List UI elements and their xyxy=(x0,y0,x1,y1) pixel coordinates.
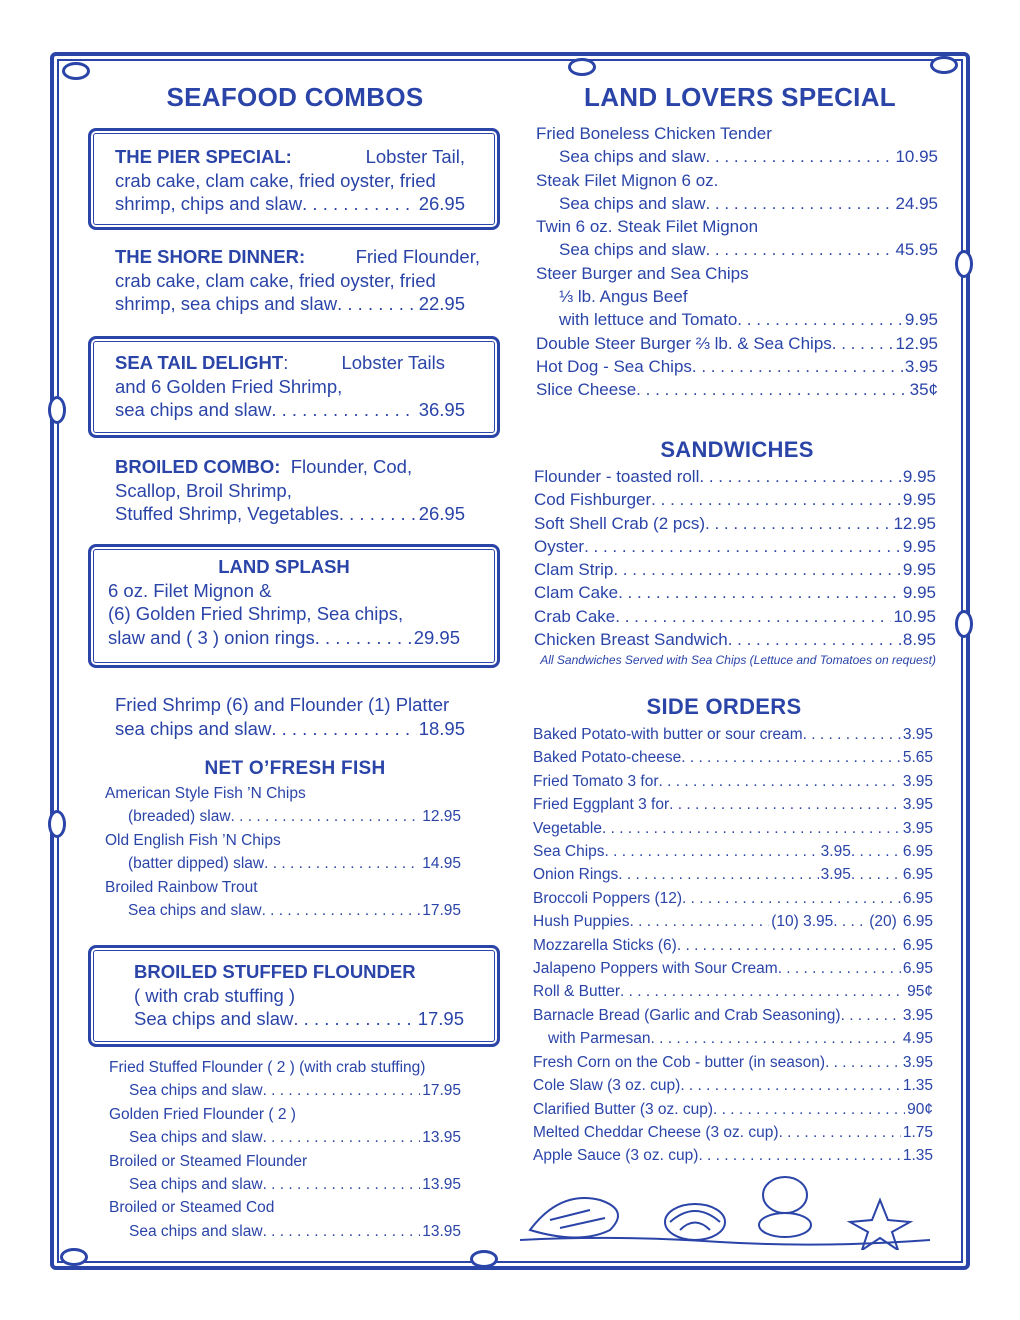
menu-item-name: Flounder - toasted roll xyxy=(534,467,700,486)
broiled-combo-price: 26.95 xyxy=(418,503,465,524)
stuffed-flounder xyxy=(134,960,464,1031)
menu-item-price: 95¢ xyxy=(907,983,933,1001)
broiled-combo-desc: Stuffed Shrimp, Vegetables xyxy=(115,503,339,524)
menu-item-name: Twin 6 oz. Steak Filet Mignon xyxy=(536,217,759,237)
menu-item-price: 3.95 xyxy=(820,866,851,884)
menu-item-price: 35¢ xyxy=(909,380,938,400)
scallop-shell-icon xyxy=(763,1177,807,1213)
land-splash xyxy=(108,555,460,649)
platter-price: 18.95 xyxy=(418,717,465,739)
menu-item-name: Broiled or Steamed Cod xyxy=(109,1199,275,1217)
menu-item-price: 9.95 xyxy=(902,583,936,603)
pier-special-name: THE PIER SPECIAL: xyxy=(115,146,292,167)
menu-item-price: 6.95 xyxy=(902,936,933,954)
menu-item-price: 9.95 xyxy=(904,310,938,330)
menu-item-price: 17.95 xyxy=(422,1082,461,1100)
menu-item-price: 3.95 xyxy=(902,726,933,743)
menu-item-name: Slice Cheese xyxy=(536,380,637,400)
menu-item-price: 6.95 xyxy=(902,889,933,907)
broiled-combo xyxy=(115,455,465,526)
menu-item-price: 13.95 xyxy=(422,1176,461,1194)
menu-item-name: Fried Stuffed Flounder ( 2 ) (with crab stuffing) xyxy=(109,1059,426,1076)
menu-item-price: 6.95 xyxy=(902,843,933,861)
seafood-combos-title: SEAFOOD COMBOS xyxy=(166,82,424,112)
land-splash-desc: 6 oz. Filet Mignon & xyxy=(108,579,272,601)
platter-desc: Fried Shrimp (6) and Flounder (1) Platter xyxy=(115,694,450,715)
menu-item-name: Onion Rings xyxy=(533,866,619,884)
menu-item-sub: Sea chips and slaw xyxy=(128,902,262,920)
menu-item-price: 17.95 xyxy=(422,902,461,920)
menu-item-price: 6.95 xyxy=(902,866,933,884)
flounder-list xyxy=(109,1056,461,1243)
menu-item-name: Mozzarella Sticks (6) xyxy=(533,936,677,954)
menu-item-name: Crab Cake xyxy=(534,606,616,626)
menu-item-price: 6.95 xyxy=(902,960,933,978)
rope-knot xyxy=(60,1248,88,1266)
menu-item-price: 9.95 xyxy=(902,560,936,580)
menu-item-price: (10) 3.95 xyxy=(771,913,834,931)
shore-dinner-name: THE SHORE DINNER: xyxy=(115,246,306,267)
menu-item-name: with Parmesan xyxy=(548,1030,651,1048)
menu-item-sub: Sea chips and slaw xyxy=(129,1222,263,1240)
menu-item-price: 8.95 xyxy=(902,630,936,650)
menu-item-price: 13.95 xyxy=(422,1129,461,1147)
menu-item-price: 3.95 xyxy=(902,772,933,790)
menu-item-name: Steer Burger and Sea Chips xyxy=(536,263,749,283)
pier-desc: crab cake, clam cake, fried oyster, fried xyxy=(115,169,436,191)
pier-special xyxy=(115,145,465,216)
menu-item-price: 1.35 xyxy=(902,1147,933,1165)
menu-item-name: Fried Tomato 3 for xyxy=(533,772,659,790)
sandwiches-note: All Sandwiches Served with Sea Chips (Lettuce and Tomatoes on request) xyxy=(540,653,936,668)
rope-knot xyxy=(470,1250,498,1268)
menu-item-name: Sea Chips xyxy=(533,843,605,861)
menu-item-price: 9.95 xyxy=(902,536,936,556)
menu-item-price: 1.75 xyxy=(902,1123,933,1141)
menu-item-name: Baked Potato-with butter or sour cream xyxy=(533,726,803,743)
pier-desc: shrimp, chips and slaw xyxy=(115,193,303,214)
menu-item-name: Fresh Corn on the Cob - butter (in season) xyxy=(533,1053,826,1071)
menu-item-name: Fried Eggplant 3 for xyxy=(533,796,670,814)
net-fresh-title: NET O’FRESH FISH xyxy=(204,758,386,779)
rope-knot xyxy=(62,62,90,80)
rope-knot xyxy=(48,396,66,424)
menu-item-price: 12.95 xyxy=(893,513,936,533)
menu-item-sub: ⅓ lb. Angus Beef xyxy=(559,287,688,307)
sea-tail-price: 36.95 xyxy=(418,399,465,420)
menu-item-name: Soft Shell Crab (2 pcs) xyxy=(534,513,706,533)
menu-item-name: Golden Fried Flounder ( 2 ) xyxy=(109,1105,296,1123)
menu-item-name: Clam Cake xyxy=(534,583,619,603)
pier-desc: Lobster Tail, xyxy=(365,146,465,167)
sea-tail-desc: Lobster Tails xyxy=(341,352,445,373)
menu-item-name: Cole Slaw (3 oz. cup) xyxy=(533,1077,681,1095)
menu-item-name: Broiled Rainbow Trout xyxy=(105,878,258,896)
menu-item-name: Clam Strip xyxy=(534,560,614,580)
menu-item-price: 6.95 xyxy=(902,913,933,931)
net-fresh-list xyxy=(105,782,461,922)
menu-item-sub: Sea chips and slaw xyxy=(129,1129,263,1147)
rope-knot xyxy=(568,58,596,76)
side-orders-title: SIDE ORDERS xyxy=(646,694,802,719)
land-lovers-title: LAND LOVERS SPECIAL xyxy=(584,82,896,112)
menu-item-name: Cod Fishburger xyxy=(534,490,652,510)
menu-item-price: 3.95 xyxy=(902,819,933,837)
stuffed-flounder-desc: ( with crab stuffing ) xyxy=(134,984,296,1006)
menu-item-name: Oyster xyxy=(534,536,585,556)
menu-item-price: 9.95 xyxy=(902,490,936,510)
menu-item-name: Chicken Breast Sandwich xyxy=(534,630,728,650)
menu-item-sub: Sea chips and slaw xyxy=(559,240,706,260)
menu-item-price: 1.35 xyxy=(902,1077,933,1095)
rope-knot xyxy=(48,810,66,838)
land-splash-price: 29.95 xyxy=(413,626,460,648)
stuffed-flounder-price: 17.95 xyxy=(417,1008,464,1029)
menu-item-name: Steak Filet Mignon 6 oz. xyxy=(536,170,719,190)
menu-item-price: 90¢ xyxy=(907,1100,933,1118)
menu-item-name: Jalapeno Poppers with Sour Cream xyxy=(533,960,778,978)
menu-item-name: Old English Fish ’N Chips xyxy=(105,831,281,849)
pier-price: 26.95 xyxy=(418,193,465,214)
sea-tail-name: SEA TAIL DELIGHT xyxy=(115,352,284,373)
menu-item-name: Double Steer Burger ⅔ lb. & Sea Chips xyxy=(536,333,832,353)
menu-item-price: 9.95 xyxy=(902,467,936,486)
menu-item-price: 24.95 xyxy=(895,193,938,213)
sea-tail-desc: and 6 Golden Fried Shrimp, xyxy=(115,375,343,397)
sea-tail-desc: sea chips and slaw xyxy=(115,399,272,420)
menu-item-price: 12.95 xyxy=(422,808,461,826)
land-splash-name: LAND SPLASH xyxy=(218,556,350,577)
menu-item-sub: Sea chips and slaw xyxy=(129,1176,263,1194)
menu-item-price: 3.95 xyxy=(902,1053,933,1071)
sandwiches-list xyxy=(534,465,936,667)
menu-item-price: 3.95 xyxy=(902,796,933,814)
stuffed-flounder-desc: Sea chips and slaw xyxy=(134,1008,294,1029)
land-lovers-list xyxy=(536,122,938,402)
shore-desc: Fried Flounder, xyxy=(355,246,480,267)
menu-item-name: Clarified Butter (3 oz. cup) xyxy=(533,1100,714,1118)
menu-item-name: American Style Fish ’N Chips xyxy=(105,785,306,802)
shore-desc: crab cake, clam cake, fried oyster, fried xyxy=(115,269,436,291)
menu-item-price: 3.95 xyxy=(820,843,851,861)
menu-item-name: Apple Sauce (3 oz. cup) xyxy=(533,1147,699,1165)
menu-item-name: Broccoli Poppers (12) xyxy=(533,889,683,907)
menu-item-sub: (batter dipped) slaw xyxy=(128,855,265,873)
side-orders-list xyxy=(533,723,933,1168)
menu-item-price: 10.95 xyxy=(893,606,936,626)
menu-item-price: 3.95 xyxy=(902,1006,933,1024)
sandwiches-title: SANDWICHES xyxy=(660,437,814,462)
rope-knot xyxy=(930,56,958,74)
shore-dinner xyxy=(115,245,480,316)
platter xyxy=(115,693,465,740)
menu-item-name: Broiled or Steamed Flounder xyxy=(109,1152,308,1170)
seashells-illustration xyxy=(520,1170,940,1250)
menu-item-price: 5.65 xyxy=(902,749,933,767)
menu-item-name: Roll & Butter xyxy=(533,983,621,1001)
menu-item-price: 4.95 xyxy=(902,1030,933,1048)
menu-item-name: Barnacle Bread (Garlic and Crab Seasoning) xyxy=(533,1006,841,1024)
oyster-shell-icon xyxy=(759,1213,811,1237)
menu-item-price: 45.95 xyxy=(895,240,938,260)
menu-item-price: 10.95 xyxy=(895,147,938,167)
menu-item-name: Vegetable xyxy=(533,819,602,837)
menu-item-sub: Sea chips and slaw xyxy=(559,193,706,213)
rope-knot xyxy=(955,250,973,278)
rope-knot xyxy=(955,610,973,638)
menu-item-name: Hush Puppies xyxy=(533,913,630,931)
menu-item-name: Baked Potato-cheese xyxy=(533,749,682,767)
land-splash-desc: slaw and ( 3 ) onion rings xyxy=(108,626,315,648)
platter-desc: sea chips and slaw xyxy=(115,717,272,739)
menu-item-sub: with lettuce and Tomato xyxy=(559,310,738,330)
menu-item-sub: (breaded) slaw xyxy=(128,808,231,826)
stuffed-flounder-title: BROILED STUFFED FLOUNDER xyxy=(134,961,416,982)
sea-tail-colon: : xyxy=(283,352,289,373)
menu-item-price: 3.95 xyxy=(904,356,938,376)
menu-item-name: Hot Dog - Sea Chips xyxy=(536,356,692,376)
menu-item-price: 14.95 xyxy=(422,855,461,873)
menu-item-sub: Sea chips and slaw xyxy=(559,147,706,167)
menu-item-sub: Sea chips and slaw xyxy=(129,1082,263,1100)
shore-desc: shrimp, sea chips and slaw xyxy=(115,293,338,314)
menu-item-name: Melted Cheddar Cheese (3 oz. cup) xyxy=(533,1123,779,1141)
menu-item-price: 13.95 xyxy=(422,1222,461,1240)
land-splash-desc: (6) Golden Fried Shrimp, Sea chips, xyxy=(108,603,404,624)
shore-price: 22.95 xyxy=(418,293,465,314)
menu-item-price: (20) xyxy=(869,913,897,931)
broiled-combo-desc: Flounder, Cod, xyxy=(290,456,413,477)
menu-item-name: Fried Boneless Chicken Tender xyxy=(536,124,772,143)
broiled-combo-name: BROILED COMBO: xyxy=(115,456,281,477)
sea-tail-delight xyxy=(115,351,465,422)
menu-item-price: 12.95 xyxy=(895,333,938,353)
broiled-combo-desc: Scallop, Broil Shrimp, xyxy=(115,479,292,501)
conch-shell-icon xyxy=(530,1198,618,1238)
